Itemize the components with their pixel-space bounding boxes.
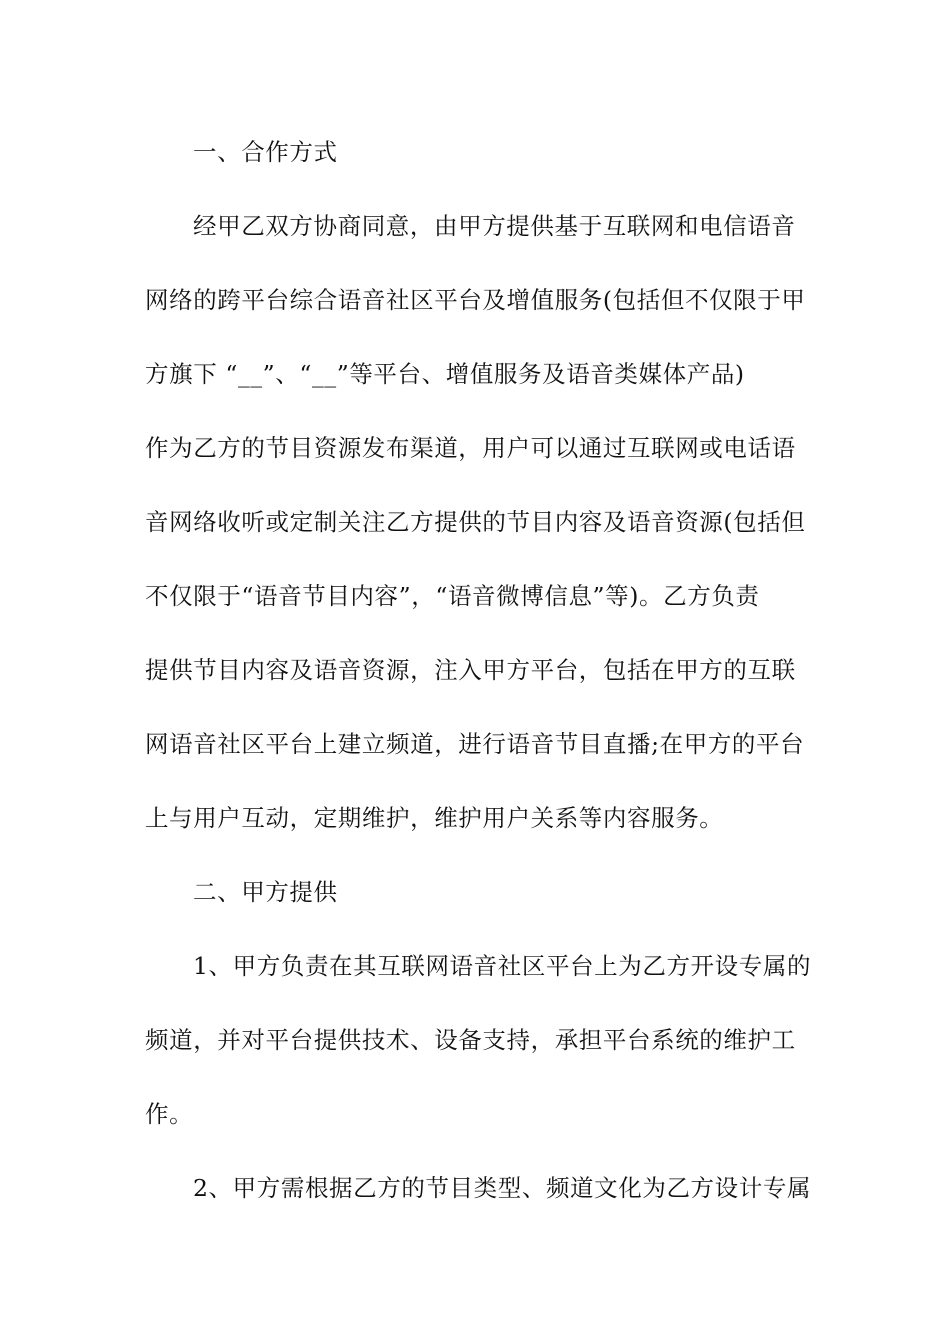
paragraph-line: 不仅限于“语音节目内容”，“语音微博信息”等)。乙方负责 xyxy=(145,582,760,610)
paragraph-line: 提供节目内容及语音资源，注入甲方平台，包括在甲方的互联 xyxy=(145,656,796,684)
section-heading-cooperation: 一、合作方式 xyxy=(193,138,338,166)
list-item-line: 1、甲方负责在其互联网语音社区平台上为乙方开设专属的 xyxy=(193,952,812,980)
paragraph-line: 作为乙方的节目资源发布渠道，用户可以通过互联网或电话语 xyxy=(145,434,796,462)
list-item-line: 频道，并对平台提供技术、设备支持，承担平台系统的维护工 xyxy=(145,1026,796,1054)
list-item-line: 作。 xyxy=(145,1100,194,1128)
paragraph-line: 经甲乙双方协商同意，由甲方提供基于互联网和电信语音 xyxy=(193,212,796,240)
section-heading-party-a-provides: 二、甲方提供 xyxy=(193,878,338,906)
list-item-line: 2、甲方需根据乙方的节目类型、频道文化为乙方设计专属 xyxy=(193,1174,812,1202)
paragraph-line: 音网络收听或定制关注乙方提供的节目内容及语音资源(包括但 xyxy=(145,508,806,536)
paragraph-line: 方旗下 “__”、“__”等平台、增值服务及语音类媒体产品) xyxy=(145,360,745,388)
paragraph-line: 上与用户互动，定期维护，维护用户关系等内容服务。 xyxy=(145,804,724,832)
paragraph-line: 网络的跨平台综合语音社区平台及增值服务(包括但不仅限于甲 xyxy=(145,286,806,314)
paragraph-line: 网语音社区平台上建立频道，进行语音节目直播;在甲方的平台 xyxy=(145,730,805,758)
